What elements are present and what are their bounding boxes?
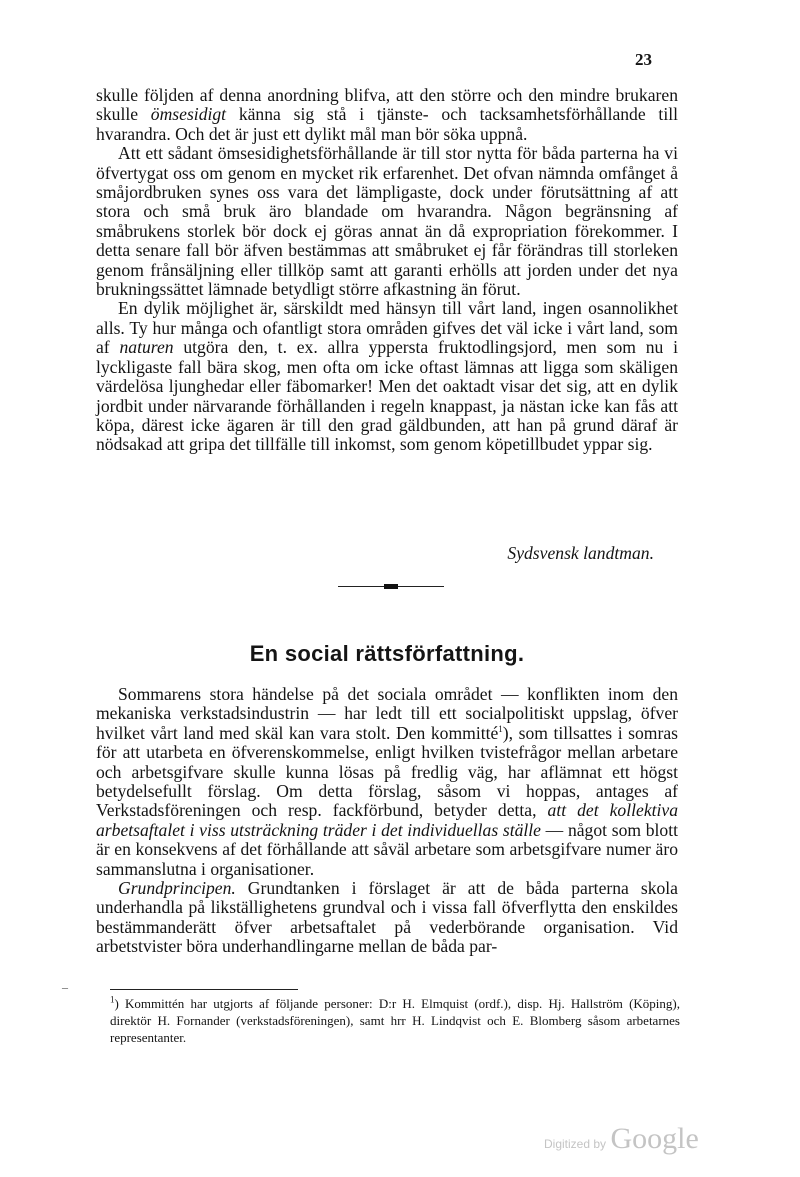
footnote	[110, 995, 680, 1046]
footnote-marker: 1	[110, 994, 115, 1005]
section-divider-ornament	[338, 585, 444, 589]
footnote-reference: 1	[498, 723, 503, 734]
article-2-paragraph-1: Sommarens stora händelse på det sociala området — konflikten inom den mekaniska verkstadsindustrin — har ledt till ett socialpolitiskt uppslag, öfver hvilket vårt land med skäl kan vara stolt. Den kommitté$^1$), som tillsattes i somras för att utarbeta en öfverenskommelse, enligt hvilken tvistefrågor mellan arbetare och arbetsgifvare skulle kunna lösas på fredlig väg, har aflämnat ett högst betydelsefullt förslag. Om detta förslag, såsom vi hoppas, antages af Verkstadsföreningen och resp. fackförbund, betyder detta, att det kollektiva arbetsaftalet i viss utsträckning träder i det individuellas ställe — något som blott är en konsekvens af det förhållande att såväl arbetare som arbetsgifvare numer äro sammanslutna i organisationer.	[96, 684, 679, 879]
article-2-paragraph-2: Grundprincipen. Grundtanken i förslaget är att de båda parterna skola underhandla på likställighetens grundval och i vissa fall öfverflytta den enskildes bestämmanderätt öfver arbetsaftalet på vederbörande organisation. Vid arbetstvister böra underhandlingarne mellan de båda par-	[96, 878, 678, 957]
page-number: 23	[635, 50, 652, 69]
article-1-signature: Sydsvensk landtman.	[507, 543, 654, 563]
article-1-paragraph-1: skulle följden af denna anordning blifva, att den större och den mindre brukaren skulle ömsesidigt känna sig stå i tjänste- och tacksamhetsförhållande till hvarandra. Och det är just ett dylikt mål man bör söka uppnå.	[96, 85, 678, 144]
divider-center-bar	[384, 584, 398, 589]
article-1-body	[96, 86, 678, 455]
footnote-rule	[110, 989, 298, 990]
margin-mark: –	[62, 980, 68, 994]
google-logo: Google	[610, 1122, 699, 1155]
watermark-prefix: Digitized by	[544, 1137, 607, 1151]
article-2-body	[96, 685, 678, 957]
emphasis-text: naturen	[119, 337, 174, 358]
emphasis-text: ömsesidigt	[150, 104, 227, 125]
digitized-watermark	[544, 1122, 699, 1156]
article-1-paragraph-3: En dylik möjlighet är, särskildt med hänsyn till vårt land, ingen osannolikhet alls. Ty hur många och ofantligt stora områden gifves det väl icke i vårt land, som af naturen utgöra den, t. ex. allra yppersta fruktodlingsjord, men som nu i lyckligaste fall bära skog, men ofta om icke oftast lämnas att ligga som skäligen värdelösa ljunghedar eller fäbomarker! Men det oaktadt visar det sig, att en dylik jordbit under närvarande förhållanden i regeln knappast, ja nästan icke kan fås att köpa, därest icke ägaren är till den grad gäldbunden, att han på grund däraf är nödsakad att gripa det tillfälle till inkomst, som genom köpetillbudet yppar sig.	[96, 298, 678, 455]
article-2-title: En social rättsförfattning.	[249, 641, 525, 666]
emphasis-text: att det kollektiva arbetsaftalet i viss utsträckning träder i det individuellas ställe	[96, 800, 679, 840]
article-1-paragraph-2: Att ett sådant ömsesidighetsförhållande är till stor nytta för båda parterna ha vi öfvertygat oss om genom en mycket rik erfarenhet. Det ofvan nämnda omfånget å småjordbruken synes oss vara det lämpligaste, dock under förutsättning af att stora och små bruk äro blandade om hvarandra. Någon begränsning af småbrukens storlek bör dock ej göras annat än då expropriation förekommer. I detta senare fall bör äfven bestämmas att småbruket ej får förändras till storleken genom frånsäljning eller tillköp samt att garanti erhölls att jorden under det nya brukningssättet lämnade betydligt större afkastning än förut.	[96, 143, 678, 300]
section-lead: Grundprincipen.	[118, 878, 236, 899]
footnote-text: ) Kommittén har utgjorts af följande personer: D:r H. Elmquist (ordf.), disp. Hj. Hallström (Köping), direktör H. Fornander (verkstadsföreningen), samt hrr H. Lindqvist och E. Blomberg såsom arbetarnes representanter.	[110, 996, 680, 1045]
